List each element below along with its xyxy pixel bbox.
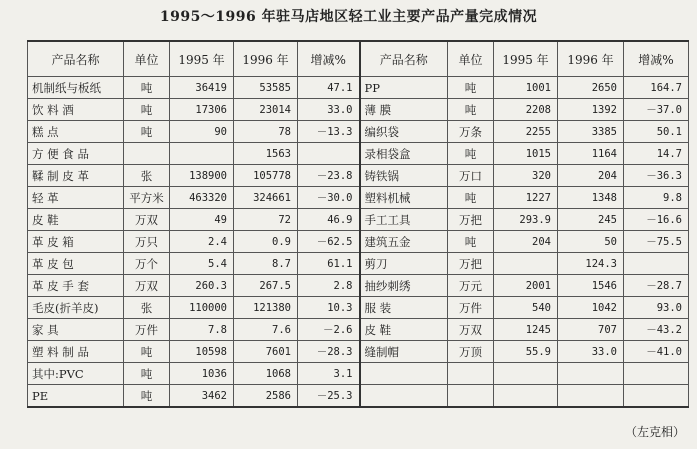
table-row — [28, 143, 689, 165]
change-pct-cell: －23.8 — [298, 165, 360, 187]
value-1996-cell: 50 — [558, 231, 624, 253]
header-product-name: 产品名称 — [360, 41, 448, 77]
value-1995-cell: 7.8 — [170, 319, 234, 341]
unit-cell: 万双 — [448, 319, 494, 341]
product-name-cell: 剪刀 — [360, 253, 448, 275]
table-row — [28, 121, 689, 143]
unit-cell: 万双 — [124, 275, 170, 297]
author-credit: （左克相） — [624, 425, 685, 439]
header-1996: 1996 年 — [234, 41, 298, 77]
header-change: 增减% — [624, 41, 689, 77]
value-1995-cell — [494, 385, 558, 408]
product-name-cell: 革 皮 箱 — [28, 231, 124, 253]
header-1995: 1995 年 — [170, 41, 234, 77]
unit-cell: 吨 — [124, 121, 170, 143]
product-name-cell: 塑 料 制 品 — [28, 341, 124, 363]
value-1995-cell: 17306 — [170, 99, 234, 121]
value-1996-cell — [558, 385, 624, 408]
change-pct-cell: 2.8 — [298, 275, 360, 297]
product-name-cell: 毛皮(折羊皮) — [28, 297, 124, 319]
value-1995-cell: 2255 — [494, 121, 558, 143]
unit-cell: 吨 — [448, 231, 494, 253]
change-pct-cell: －75.5 — [624, 231, 689, 253]
change-pct-cell — [298, 143, 360, 165]
product-name-cell: 皮 鞋 — [360, 319, 448, 341]
unit-cell: 万个 — [124, 253, 170, 275]
unit-cell — [124, 143, 170, 165]
value-1995-cell: 1001 — [494, 77, 558, 99]
table-row — [28, 319, 689, 341]
product-name-cell: 轻 革 — [28, 187, 124, 209]
change-pct-cell: 61.1 — [298, 253, 360, 275]
unit-cell — [448, 363, 494, 385]
unit-cell: 张 — [124, 165, 170, 187]
value-1996-cell: 1068 — [234, 363, 298, 385]
change-pct-cell: －37.0 — [624, 99, 689, 121]
header-unit: 单位 — [448, 41, 494, 77]
value-1995-cell: 49 — [170, 209, 234, 231]
change-pct-cell: －28.7 — [624, 275, 689, 297]
value-1996-cell: 1348 — [558, 187, 624, 209]
value-1995-cell — [494, 363, 558, 385]
value-1996-cell: 1164 — [558, 143, 624, 165]
change-pct-cell: 93.0 — [624, 297, 689, 319]
value-1995-cell: 5.4 — [170, 253, 234, 275]
table-row — [28, 187, 689, 209]
product-name-cell: 薄 膜 — [360, 99, 448, 121]
product-name-cell: 家 具 — [28, 319, 124, 341]
change-pct-cell: 10.3 — [298, 297, 360, 319]
product-name-cell: 方 便 食 品 — [28, 143, 124, 165]
value-1995-cell: 293.9 — [494, 209, 558, 231]
value-1995-cell: 36419 — [170, 77, 234, 99]
value-1996-cell: 3385 — [558, 121, 624, 143]
unit-cell: 万把 — [448, 209, 494, 231]
table-row — [28, 297, 689, 319]
value-1995-cell: 260.3 — [170, 275, 234, 297]
change-pct-cell: －41.0 — [624, 341, 689, 363]
change-pct-cell: 164.7 — [624, 77, 689, 99]
table-row — [28, 275, 689, 297]
product-name-cell: 编织袋 — [360, 121, 448, 143]
value-1996-cell: 78 — [234, 121, 298, 143]
table-header-row — [28, 41, 689, 77]
change-pct-cell — [624, 253, 689, 275]
value-1996-cell: 0.9 — [234, 231, 298, 253]
unit-cell: 吨 — [448, 143, 494, 165]
value-1995-cell: 3462 — [170, 385, 234, 408]
header-1996: 1996 年 — [558, 41, 624, 77]
product-name-cell: 手工工具 — [360, 209, 448, 231]
value-1996-cell: 204 — [558, 165, 624, 187]
change-pct-cell: －62.5 — [298, 231, 360, 253]
production-table — [27, 40, 689, 408]
unit-cell: 万只 — [124, 231, 170, 253]
value-1995-cell: 2208 — [494, 99, 558, 121]
value-1995-cell: 463320 — [170, 187, 234, 209]
value-1996-cell: 1563 — [234, 143, 298, 165]
unit-cell: 万条 — [448, 121, 494, 143]
product-name-cell: 建筑五金 — [360, 231, 448, 253]
value-1995-cell: 138900 — [170, 165, 234, 187]
value-1995-cell — [494, 253, 558, 275]
product-name-cell: 糕 点 — [28, 121, 124, 143]
page-title: 1995～1996 年驻马店地区轻工业主要产品产量完成情况 — [159, 9, 538, 25]
unit-cell: 吨 — [124, 341, 170, 363]
unit-cell: 万件 — [124, 319, 170, 341]
header-unit: 单位 — [124, 41, 170, 77]
product-name-cell: 服 装 — [360, 297, 448, 319]
unit-cell: 吨 — [448, 99, 494, 121]
change-pct-cell: 33.0 — [298, 99, 360, 121]
product-name-cell: 塑料机械 — [360, 187, 448, 209]
product-name-cell: 其中:PVC — [28, 363, 124, 385]
change-pct-cell: －28.3 — [298, 341, 360, 363]
product-name-cell: 鞣 制 皮 革 — [28, 165, 124, 187]
value-1996-cell: 1546 — [558, 275, 624, 297]
change-pct-cell: 46.9 — [298, 209, 360, 231]
value-1996-cell: 1042 — [558, 297, 624, 319]
value-1995-cell: 204 — [494, 231, 558, 253]
value-1996-cell: 121380 — [234, 297, 298, 319]
value-1995-cell: 320 — [494, 165, 558, 187]
table-row — [28, 385, 689, 408]
value-1996-cell: 72 — [234, 209, 298, 231]
table-row — [28, 253, 689, 275]
value-1996-cell: 7601 — [234, 341, 298, 363]
header-change: 增减% — [298, 41, 360, 77]
change-pct-cell — [624, 385, 689, 408]
value-1996-cell: 267.5 — [234, 275, 298, 297]
value-1995-cell: 110000 — [170, 297, 234, 319]
product-name-cell: PE — [28, 385, 124, 408]
value-1995-cell: 90 — [170, 121, 234, 143]
unit-cell: 吨 — [124, 385, 170, 408]
product-name-cell: 抽纱刺绣 — [360, 275, 448, 297]
change-pct-cell: －30.0 — [298, 187, 360, 209]
value-1996-cell: 707 — [558, 319, 624, 341]
product-name-cell: 皮 鞋 — [28, 209, 124, 231]
value-1996-cell: 324661 — [234, 187, 298, 209]
table-row — [28, 77, 689, 99]
unit-cell: 吨 — [448, 77, 494, 99]
value-1995-cell: 1245 — [494, 319, 558, 341]
change-pct-cell: －16.6 — [624, 209, 689, 231]
value-1995-cell: 2001 — [494, 275, 558, 297]
change-pct-cell: 3.1 — [298, 363, 360, 385]
change-pct-cell: 50.1 — [624, 121, 689, 143]
value-1995-cell: 540 — [494, 297, 558, 319]
change-pct-cell — [624, 363, 689, 385]
product-name-cell: 铸铁锅 — [360, 165, 448, 187]
unit-cell: 吨 — [448, 187, 494, 209]
unit-cell: 万元 — [448, 275, 494, 297]
value-1995-cell: 55.9 — [494, 341, 558, 363]
change-pct-cell: －36.3 — [624, 165, 689, 187]
value-1996-cell: 7.6 — [234, 319, 298, 341]
value-1995-cell: 1036 — [170, 363, 234, 385]
unit-cell: 万把 — [448, 253, 494, 275]
unit-cell: 吨 — [124, 99, 170, 121]
product-name-cell: 缝制帽 — [360, 341, 448, 363]
product-name-cell — [360, 363, 448, 385]
change-pct-cell: －13.3 — [298, 121, 360, 143]
product-name-cell: 录相袋盒 — [360, 143, 448, 165]
value-1996-cell: 105778 — [234, 165, 298, 187]
value-1996-cell: 245 — [558, 209, 624, 231]
unit-cell: 万顶 — [448, 341, 494, 363]
header-product-name: 产品名称 — [28, 41, 124, 77]
table-row — [28, 165, 689, 187]
value-1996-cell — [558, 363, 624, 385]
product-name-cell — [360, 385, 448, 408]
unit-cell — [448, 385, 494, 408]
product-name-cell: 机制纸与板纸 — [28, 77, 124, 99]
table-row — [28, 99, 689, 121]
unit-cell: 万件 — [448, 297, 494, 319]
product-name-cell: 革 皮 包 — [28, 253, 124, 275]
change-pct-cell: －43.2 — [624, 319, 689, 341]
unit-cell: 平方米 — [124, 187, 170, 209]
value-1996-cell: 33.0 — [558, 341, 624, 363]
value-1995-cell: 1227 — [494, 187, 558, 209]
unit-cell: 张 — [124, 297, 170, 319]
table-row — [28, 341, 689, 363]
value-1996-cell: 2586 — [234, 385, 298, 408]
product-name-cell: 革 皮 手 套 — [28, 275, 124, 297]
value-1996-cell: 8.7 — [234, 253, 298, 275]
unit-cell: 吨 — [124, 363, 170, 385]
product-name-cell: PP — [360, 77, 448, 99]
value-1996-cell: 23014 — [234, 99, 298, 121]
header-1995: 1995 年 — [494, 41, 558, 77]
value-1996-cell: 53585 — [234, 77, 298, 99]
table-row — [28, 209, 689, 231]
value-1995-cell: 1015 — [494, 143, 558, 165]
table-row — [28, 231, 689, 253]
value-1996-cell: 1392 — [558, 99, 624, 121]
unit-cell: 万口 — [448, 165, 494, 187]
value-1995-cell: 10598 — [170, 341, 234, 363]
change-pct-cell: 14.7 — [624, 143, 689, 165]
value-1996-cell: 2650 — [558, 77, 624, 99]
change-pct-cell: －2.6 — [298, 319, 360, 341]
change-pct-cell: －25.3 — [298, 385, 360, 408]
change-pct-cell: 47.1 — [298, 77, 360, 99]
unit-cell: 吨 — [124, 77, 170, 99]
change-pct-cell: 9.8 — [624, 187, 689, 209]
value-1996-cell: 124.3 — [558, 253, 624, 275]
value-1995-cell — [170, 143, 234, 165]
product-name-cell: 饮 料 酒 — [28, 99, 124, 121]
unit-cell: 万双 — [124, 209, 170, 231]
table-row — [28, 363, 689, 385]
value-1995-cell: 2.4 — [170, 231, 234, 253]
